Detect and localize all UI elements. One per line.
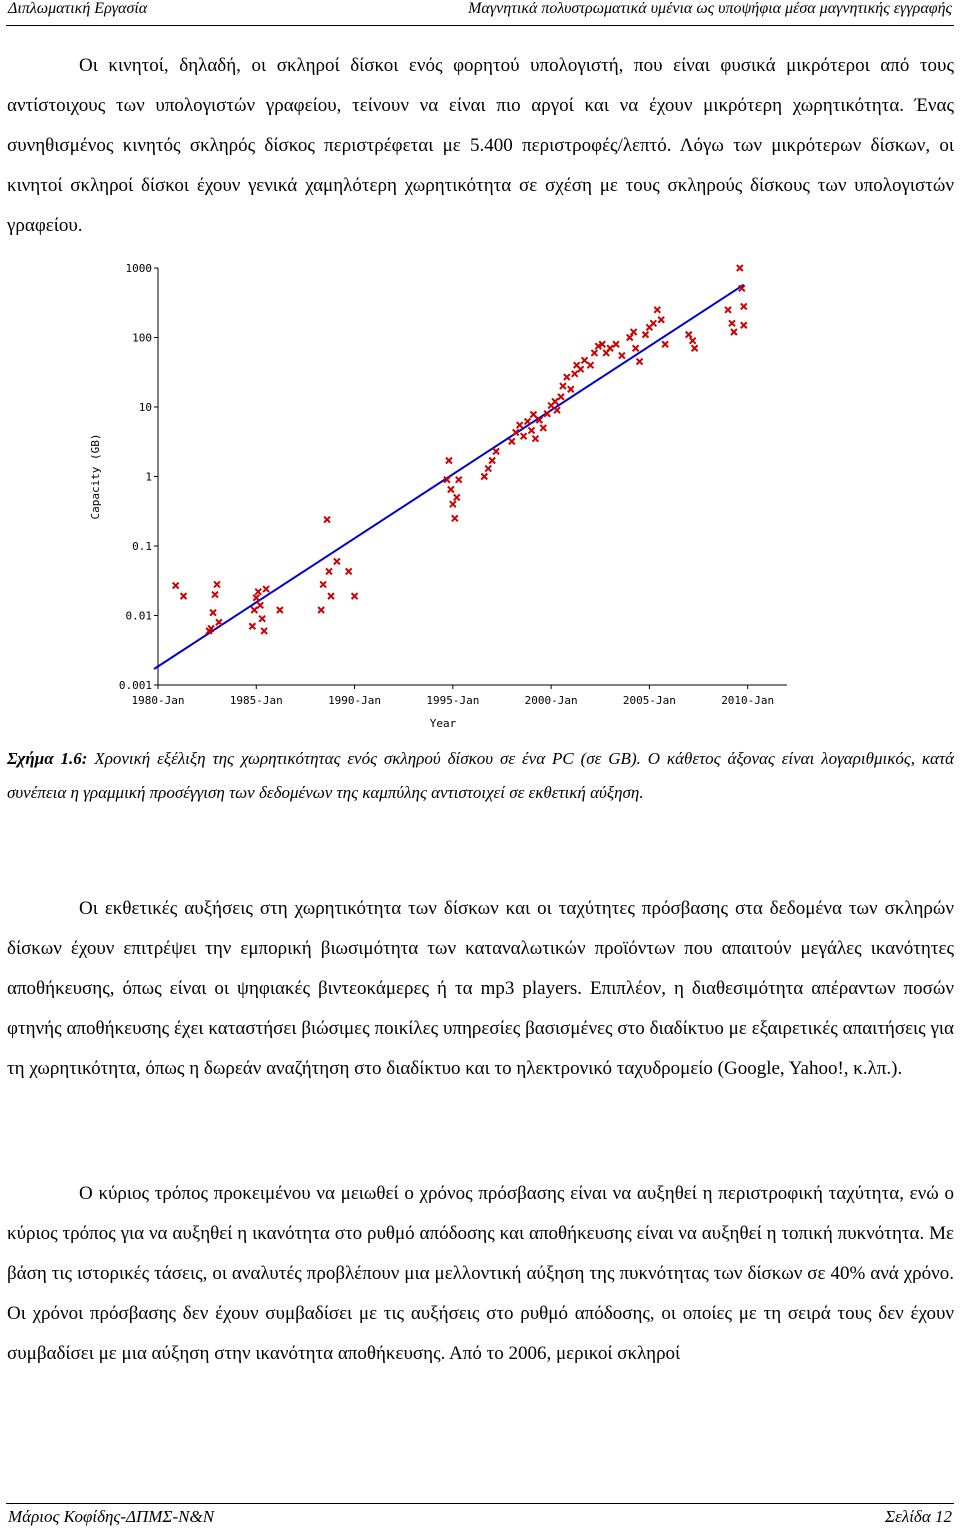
paragraph-access-time: Ο κύριος τρόπος προκειμένου να μειωθεί ο χρόνος πρόσβασης είναι να αυξηθεί η περιστροφική ταχύτητα, ενώ ο κύριος τρόπος για να αυξηθεί η ικανότητα στο ρυθμό απόδοσης και αποθήκευσης είναι να αυξηθεί η τοπική πυκνότητα. Με βάση τις ιστορικές τάσεις, οι αναλυτές προβλέπουν μια μελλοντική αύξηση της πυκνότητας των δίσκων σε 40% ανά χρόνο. Οι χρόνοι πρόσβασης δεν έχουν συμβαδίσει με τις αυξήσεις στο ρυθμό απόδοσης, οι οποίες με τη σειρά τους δεν έχουν συμβαδίσει με μια αύξηση στην ικανότητα αποθήκευσης. Από το 2006, μερικοί σκληροί (7, 1183, 954, 1364)
x-tick-label: 1995-Jan (426, 694, 480, 707)
data-point (517, 422, 523, 428)
data-point (532, 436, 538, 442)
data-point (627, 335, 633, 341)
data-point (454, 494, 460, 500)
x-tick-label: 1990-Jan (328, 694, 382, 707)
data-point (214, 581, 220, 587)
figure-caption (7, 742, 954, 810)
data-point (261, 628, 267, 634)
data-point (212, 592, 218, 598)
data-point (637, 359, 643, 365)
x-axis-label: Year (429, 717, 457, 730)
data-point (320, 581, 326, 587)
data-point (564, 374, 570, 380)
paragraph-growth: Οι εκθετικές αυξήσεις στη χωρητικότητα των δίσκων και οι ταχύτητες πρόσβασης στα δεδομένα των σκληρών δίσκων έχουν επιτρέψει την εμπορική βιωσιμότητα των καταναλωτικών προϊόντων που απαιτούν μεγάλες ικανότητες αποθήκευσης, όπως είναι οι ψηφιακές βιντεοκάμερες ή τα mp3 players. Επιπλέον, η διαθεσιμότητα απέραντων ποσών φτηνής αποθήκευσης έχει καταστήσει βιώσιμες ποικίλες υπηρεσίες βασισμένες στο διαδίκτυο με εξαιρετικές απαιτήσεις για τη χωρητικότητα, όπως η δωρεάν αναζήτηση στο διαδίκτυο και το ηλεκτρονικό ταχυδρομείο (Google, Yahoo!, κ.λπ.). (7, 898, 954, 1079)
data-point (658, 317, 664, 323)
data-point (631, 329, 637, 335)
header-thesis-label: Διπλωματική Εργασία (8, 0, 148, 17)
data-point (554, 407, 560, 413)
data-point (650, 320, 656, 326)
footer-page-number: Σελίδα 12 (885, 1507, 952, 1526)
data-point (642, 332, 648, 338)
data-point (692, 345, 698, 351)
data-point (530, 411, 536, 417)
data-point (255, 589, 261, 595)
y-tick-label: 1 (145, 470, 152, 484)
data-point (181, 593, 187, 599)
data-point (587, 362, 593, 368)
data-point (690, 338, 696, 344)
data-point (456, 477, 462, 483)
data-point (173, 583, 179, 589)
data-point (613, 341, 619, 347)
header-rule (6, 25, 954, 26)
data-point (560, 383, 566, 389)
data-point (540, 425, 546, 431)
data-point (257, 602, 263, 608)
data-point (525, 418, 531, 424)
y-tick-label: 0.001 (118, 679, 152, 692)
x-tick-label: 1980-Jan (131, 694, 185, 707)
data-point (452, 515, 458, 521)
x-tick-label: 1985-Jan (229, 694, 283, 707)
data-point (446, 457, 452, 463)
data-point (528, 427, 534, 433)
data-point (578, 366, 584, 372)
data-point (216, 619, 222, 625)
data-point (568, 386, 574, 392)
data-point (552, 398, 558, 404)
data-point (481, 474, 487, 480)
y-axis-label: Capacity (GB) (89, 433, 102, 520)
data-point (558, 394, 564, 400)
x-tick-label: 2010-Jan (721, 694, 775, 707)
data-point (572, 371, 578, 377)
data-point (741, 322, 747, 328)
header-title: Μαγνητικά πολυστρωματικά υμένια ως υποψήφια μέσα μαγνητικής εγγραφής (468, 0, 952, 17)
data-point (633, 345, 639, 351)
data-point (253, 595, 259, 601)
data-point (662, 341, 668, 347)
data-point (686, 332, 692, 338)
data-point (259, 616, 265, 622)
data-point (208, 626, 214, 632)
data-point (731, 329, 737, 335)
data-point (326, 568, 332, 574)
y-tick-label: 0.01 (125, 609, 152, 623)
data-point (582, 357, 588, 363)
data-point (493, 448, 499, 454)
data-point (509, 438, 515, 444)
data-point (277, 607, 283, 613)
data-point (450, 501, 456, 507)
data-point (489, 457, 495, 463)
x-tick-label: 2000-Jan (524, 694, 578, 707)
data-point (263, 586, 269, 592)
capacity-chart (85, 258, 797, 734)
data-point (210, 610, 216, 616)
y-tick-label: 1000 (125, 262, 152, 275)
data-point (591, 350, 597, 356)
y-tick-label: 10 (138, 401, 152, 414)
data-point (346, 568, 352, 574)
y-tick-label: 100 (132, 331, 152, 345)
data-point (619, 353, 625, 359)
data-point (737, 265, 743, 271)
data-point (328, 593, 334, 599)
data-point (725, 307, 731, 313)
data-point (521, 433, 527, 439)
data-point (334, 558, 340, 564)
data-point (654, 307, 660, 313)
y-tick-label: 0.1 (132, 540, 152, 553)
page-header (0, 0, 960, 30)
footer-author: Μάριος Κοφίδης-ΔΠΜΣ-Ν&Ν (8, 1507, 215, 1526)
footer-rule (6, 1503, 954, 1504)
data-point (352, 593, 358, 599)
data-point (607, 345, 613, 351)
data-point (485, 466, 491, 472)
x-tick-label: 2005-Jan (622, 694, 676, 707)
data-point (318, 607, 324, 613)
data-point (741, 303, 747, 309)
page-footer (0, 1500, 960, 1531)
data-point (324, 517, 330, 523)
caption-label: Σχήμα 1.6: (7, 749, 88, 768)
data-point (448, 487, 454, 493)
data-point (249, 623, 255, 629)
caption-text: Χρονική εξέλιξη της χωρητικότητας ενός σκληρού δίσκου σε ένα PC (σε GB). Ο κάθετος άξονας είναι λογαριθμικός, κατά συνέπεια η γραμμική προσέγγιση των δεδομένων της καμπύλης αντιστοιχεί σε εκθετική αύξηση. (7, 749, 954, 802)
paragraph-intro: Οι κινητοί, δηλαδή, οι σκληροί δίσκοι ενός φορητού υπολογιστή, που είναι φυσικά μικρότεροι από τους αντίστοιχους των υπολογιστών γραφείου, τείνουν να είναι πιο αργοί και να έχουν μικρότερη χωρητικότητα. Ένας συνηθισμένος κινητός σκληρός δίσκος περιστρέφεται με 5.400 περιστροφές/λεπτό. Λόγω των μικρότερων δίσκων, οι κινητοί σκληροί δίσκοι έχουν γενικά χαμηλότερη χωρητικότητα σε σχέση με τους σκληρούς δίσκους των υπολογιστών γραφείου. (7, 55, 954, 236)
data-point (251, 607, 257, 613)
data-point (729, 320, 735, 326)
